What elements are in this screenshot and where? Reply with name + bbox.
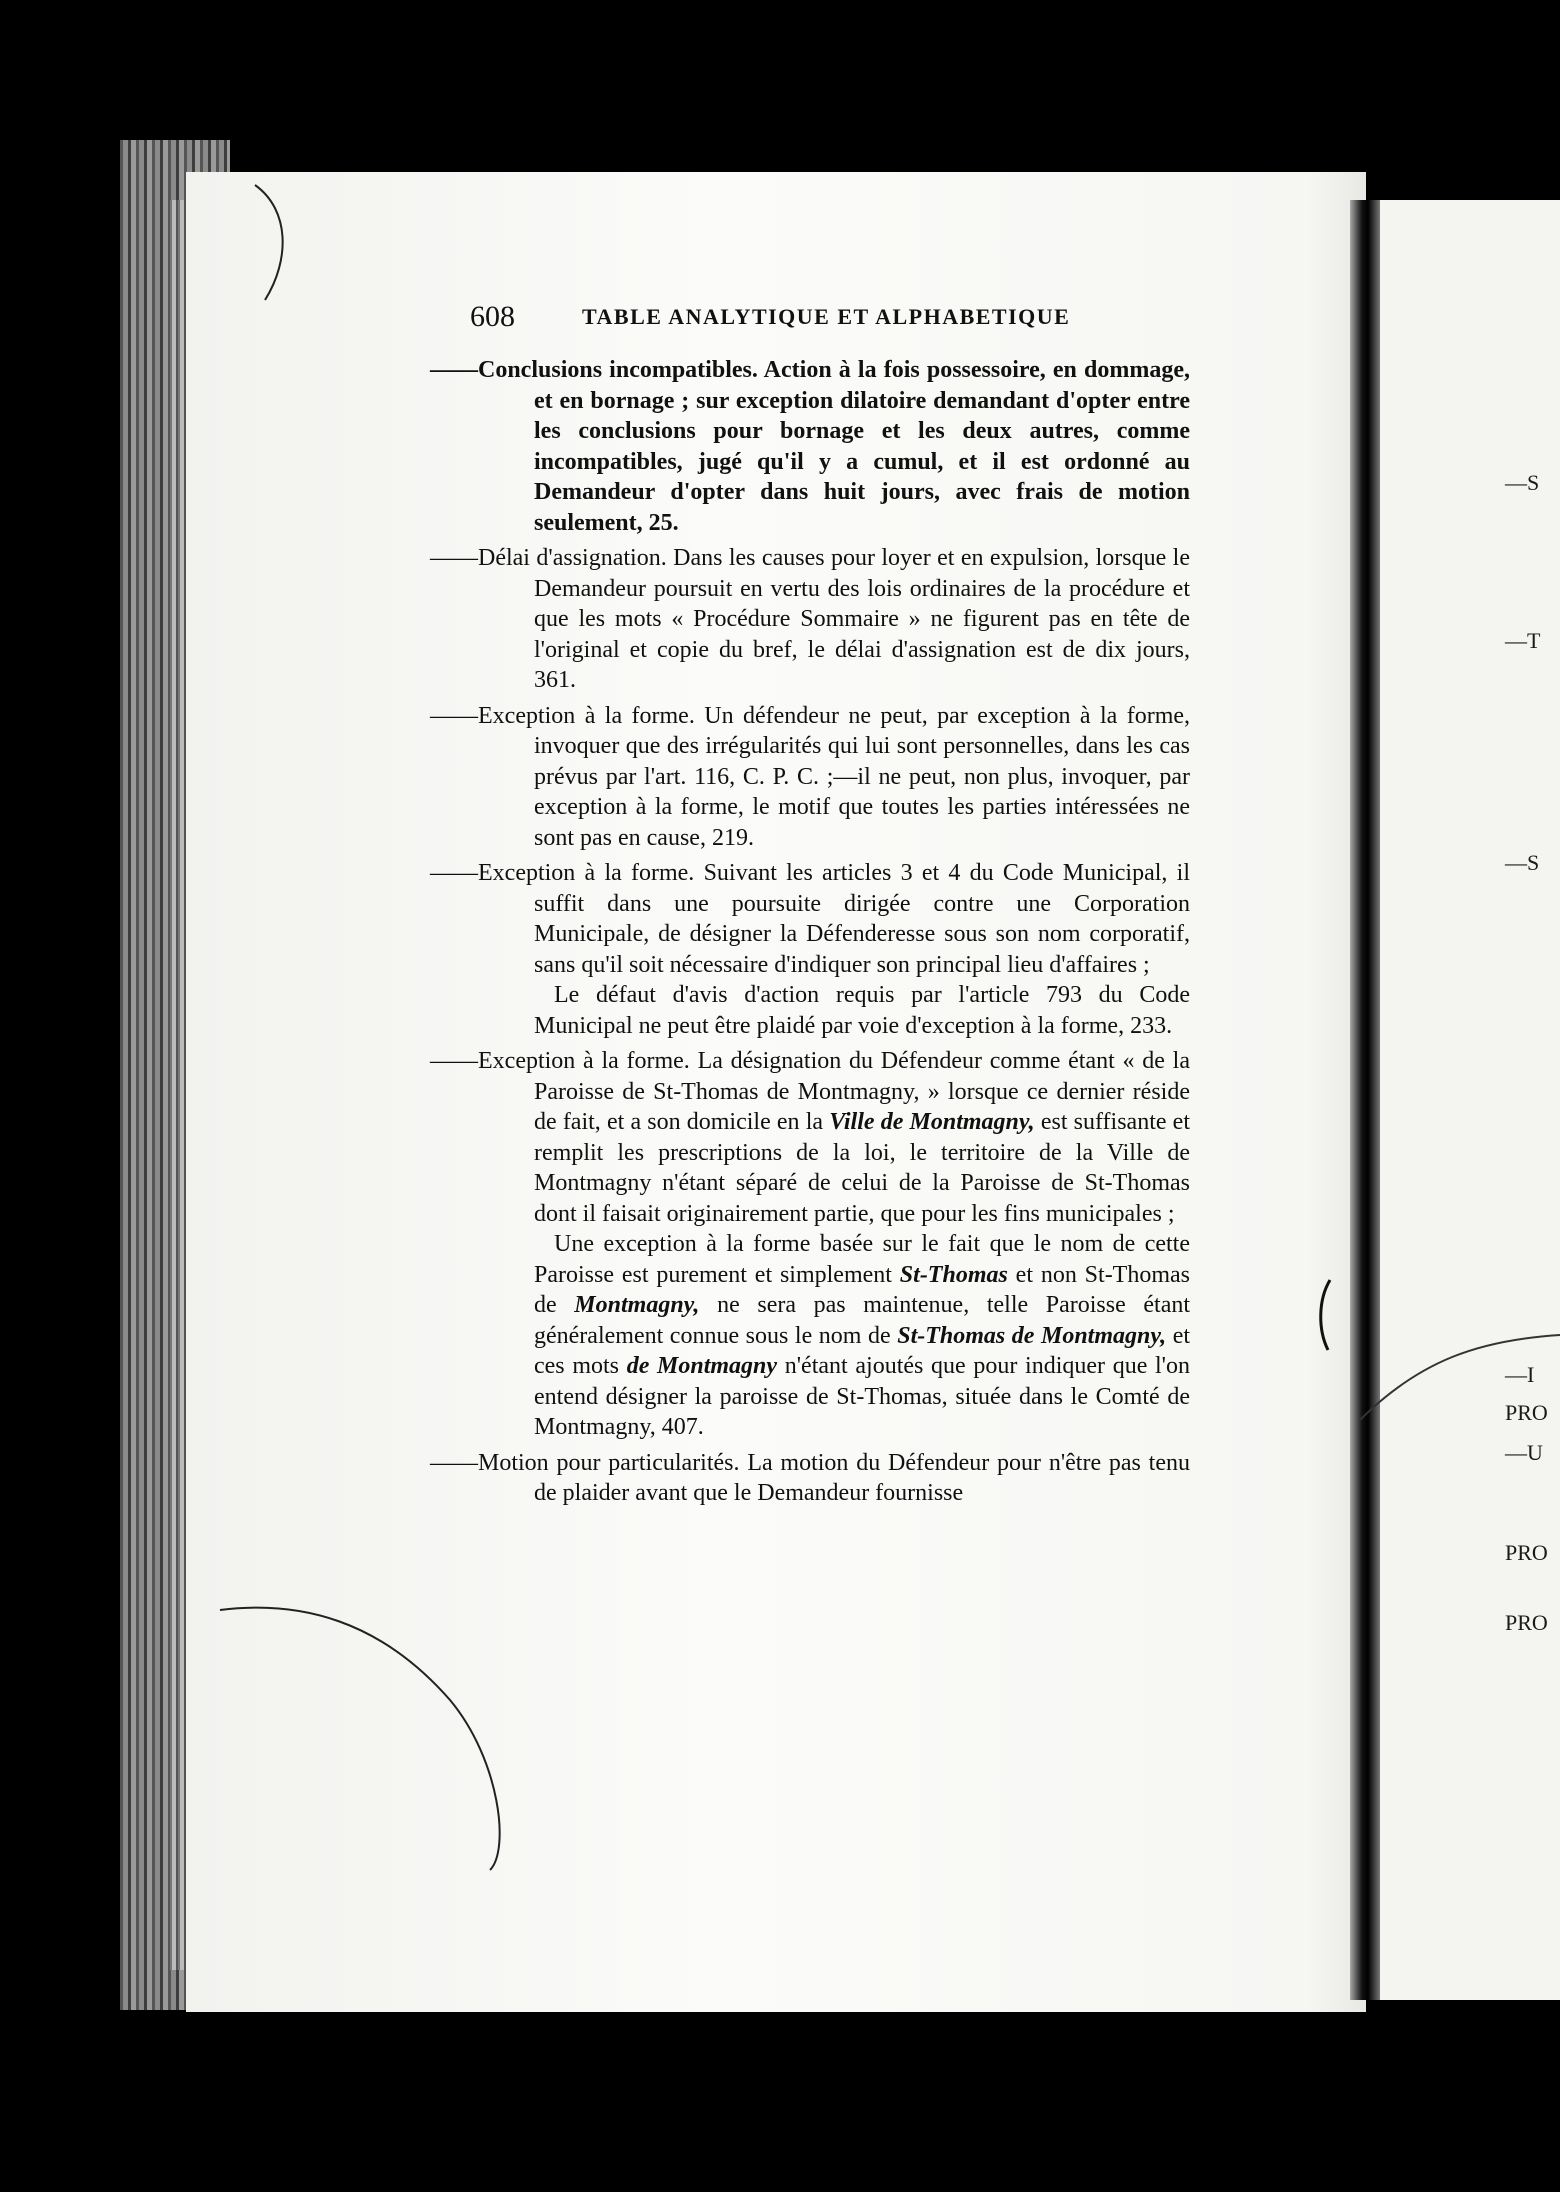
entry-text-italic: de Montmagny <box>626 1353 778 1379</box>
entry-dash: —— <box>430 545 478 571</box>
entry-heading: Motion pour particularités. <box>478 1449 740 1476</box>
entry-text: Action à la fois possessoire, en dommage, et en bornage ; sur exception dilatoire demandant d'opter entre les conclusions pour bornage et les deux autres, comme incompatibles, jugé qu'il y a cumul, et il est ordonné au Demandeur d'opter dans huit jours, avec frais de motion seulement, 25. <box>534 357 1190 536</box>
entry-heading: Délai d'assignation. <box>478 545 667 571</box>
index-entry <box>430 355 1190 538</box>
entry-dash: —— <box>430 702 478 729</box>
entry-text: La désignation du Défendeur comme étant « de la Paroisse de St-Thomas de Montmagny, » lorsque ce dernier réside de fait, et a son domicile en la <box>534 1048 1190 1135</box>
index-entry <box>430 1046 1190 1443</box>
entry-text: Dans les causes pour loyer et en expulsion, lorsque le Demandeur poursuit en vertu des lois ordinaires de la procédure et que les mots « Procédure Sommaire » ne figurent pas en tête de l'original et copie du bref, le délai d'assignation est de dix jours, 361. <box>534 545 1191 693</box>
entry-dash: —— <box>430 1048 478 1074</box>
entry-text: n'étant ajoutés que pour indiquer que l'on entend désigner la paroisse de St-Thomas, située dans le Comté de Montmagny, 407. <box>534 1353 1191 1440</box>
running-title: TABLE ANALYTIQUE ET ALPHABETIQUE <box>582 304 1071 329</box>
facing-page-fragment: —S <box>1505 470 1540 495</box>
entry-text: La motion du Défendeur pour n'être pas tenu de plaider avant que le Demandeur fournisse <box>534 1449 1190 1506</box>
entry-dash: —— <box>430 1449 478 1476</box>
entry-text: et ces mots <box>534 1322 1191 1379</box>
entry-text-italic: Montmagny, <box>574 1292 700 1318</box>
index-entry <box>430 701 1190 854</box>
index-entry <box>430 1448 1190 1509</box>
entry-text: ne sera pas maintenue, telle Paroisse étant généralement connue sous le nom de <box>534 1292 1191 1349</box>
index-entry <box>430 543 1190 696</box>
page-number: 608 <box>470 300 515 333</box>
entry-text: Suivant les articles 3 et 4 du Code Municipal, il suffit dans une poursuite dirigée contre une Corporation Municipale, de désigner la Défenderesse sous son nom corporatif, sans qu'il soit nécessaire d'indiquer son principal lieu d'affaires ; <box>534 860 1191 978</box>
entry-text: Une exception à la forme basée sur le fait que le nom de cette Paroisse est purement et simplement <box>534 1231 1190 1288</box>
entry-heading: Conclusions incompatibles. <box>478 357 758 383</box>
facing-page-fragment: —S <box>1505 850 1540 875</box>
index-entry <box>430 858 1190 1041</box>
book-gutter <box>1350 200 1380 2000</box>
facing-page-fragment: PRO <box>1505 1610 1548 1635</box>
entry-heading: Exception à la forme. <box>478 860 695 886</box>
facing-page-fragment: PRO <box>1505 1540 1548 1565</box>
entry-heading: Exception à la forme. <box>478 1048 690 1074</box>
facing-page-fragment: —U <box>1505 1440 1543 1465</box>
index-body <box>430 355 1190 1514</box>
entry-text-italic: Ville de Montmagny, <box>829 1109 1035 1135</box>
facing-page-fragment: PRO <box>1505 1400 1548 1425</box>
entry-text: Un défendeur ne peut, par exception à la forme, invoquer que des irrégularités qui lui sont personnelles, dans les cas prévus par l'art. 116, C. P. C. ;—il ne peut, non plus, invoquer, par exception à la forme, le motif que toutes les parties intéressées ne sont pas en cause, 219. <box>534 702 1191 851</box>
entry-text-italic: St-Thomas <box>899 1261 1008 1288</box>
entry-dash: —— <box>430 357 478 383</box>
entry-text: est suffisante et remplit les prescriptions de la loi, le territoire de la Ville de Montmagny n'étant séparé de celui de la Paroisse de St-Thomas dont il faisait originairement partie, que pour les fins municipales ; <box>534 1109 1191 1227</box>
entry-text-italic: St-Thomas de Montmagny, <box>897 1322 1167 1349</box>
entry-text-paragraph <box>534 1229 1190 1443</box>
facing-page-fragment: —I <box>1505 1362 1535 1387</box>
entry-dash: —— <box>430 860 478 886</box>
entry-heading: Exception à la forme. <box>478 702 695 729</box>
entry-text: et non St-Thomas de <box>534 1261 1190 1318</box>
entry-text-paragraph: Le défaut d'avis d'action requis par l'article 793 du Code Municipal ne peut être plaidé par voie d'exception à la forme, 233. <box>534 982 1190 1039</box>
facing-page-fragment: —T <box>1505 628 1541 653</box>
